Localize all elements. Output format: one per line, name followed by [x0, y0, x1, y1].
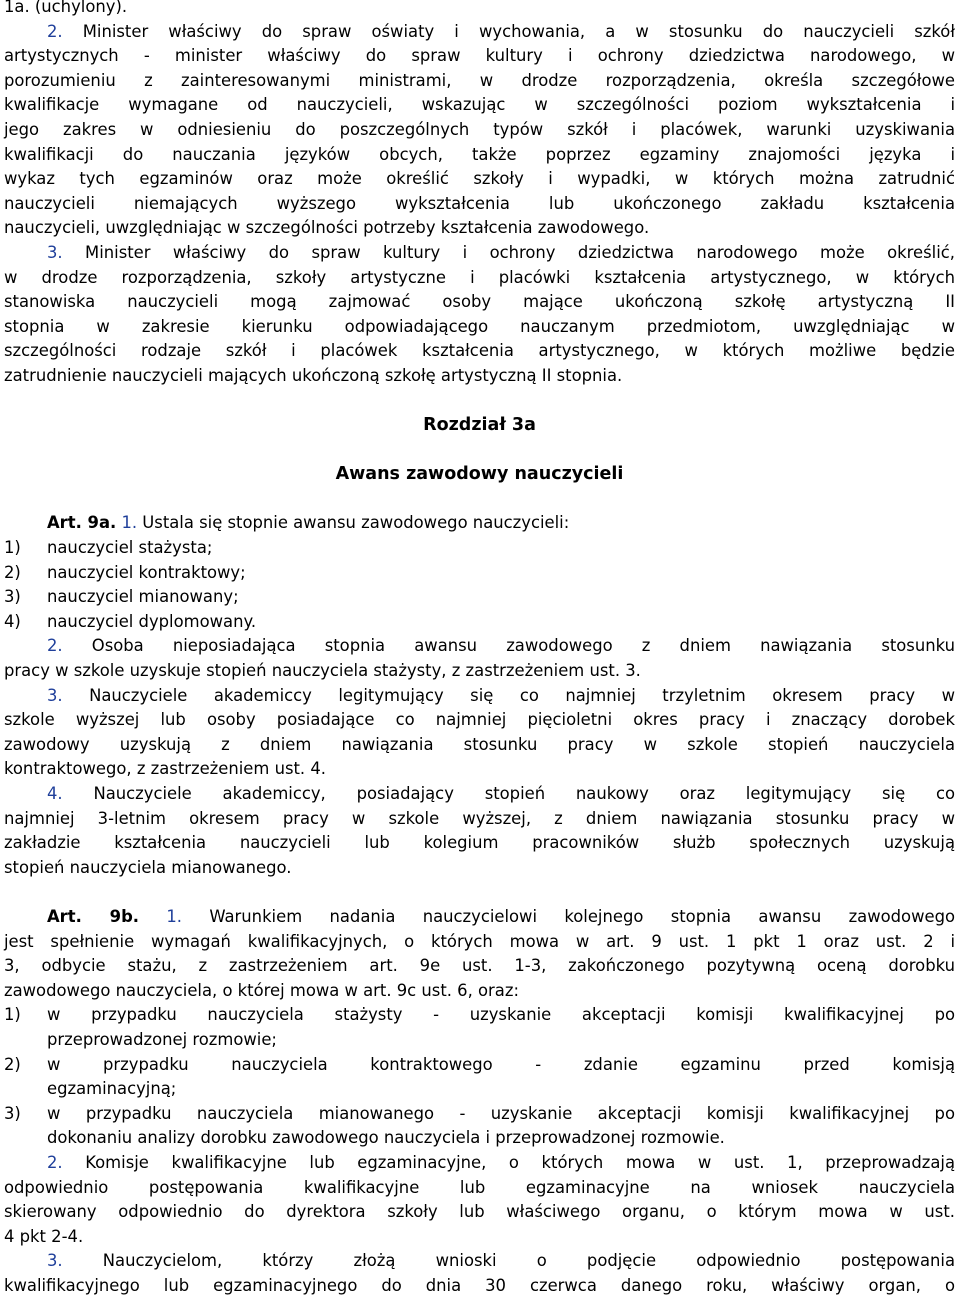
- paragraph-1a: 1a. (uchylony).: [4, 0, 128, 16]
- text-span: Nauczyciele akademiccy legitymujący się co najmniej trzyletnim okresem pracy w: [62, 685, 955, 705]
- list-text-continuation: dokonaniu analizy dorobku zawodowego nauczyciela i przeprowadzonej rozmowie.: [47, 1128, 725, 1148]
- list-item: [4, 1102, 955, 1127]
- list-text: nauczyciel stażysta;: [47, 538, 213, 558]
- text-line: szkole wyższej lub osoby posiadające co najmniej pięcioletni okres pracy i znaczący dorobek: [4, 710, 955, 730]
- text-line: nauczycieli niemających wyższego wykształcenia lub ukończonego zakładu kształcenia: [4, 193, 955, 213]
- article-label: Art. 9a.: [47, 513, 117, 533]
- text-line: kwalifikacyjnego lub egzaminacyjnego do dnia 30 czerwca danego roku, właściwy organ, o: [4, 1275, 955, 1295]
- paragraph-3-line: [4, 241, 955, 266]
- paragraph-line: [4, 782, 955, 807]
- text-line: stanowiska nauczycieli mogą zajmować osoby mające ukończoną szkołę artystyczną II: [4, 292, 955, 312]
- paragraph-number: 3.: [47, 242, 63, 262]
- text-line: w drodze rozporządzenia, szkoły artystyczne i placówki kształcenia artystycznego, w których: [4, 267, 955, 287]
- text-line: kontraktowego, z zastrzeżeniem ust. 4.: [4, 759, 326, 779]
- paragraph-number: 1.: [139, 906, 183, 926]
- text-line: porozumieniu z zainteresowanymi ministrami, w drodze rozporządzenia, określa szczegółowe: [4, 70, 955, 90]
- list-number: 2): [4, 1054, 21, 1074]
- text-span: Nauczyciele akademiccy, posiadający stopień naukowy oraz legitymujący się co: [62, 784, 955, 803]
- list-item: [4, 610, 955, 635]
- list-item: [4, 536, 955, 561]
- text-span: Minister właściwy do spraw oświaty i wychowania, a w stosunku do nauczycieli szkół: [62, 21, 955, 41]
- paragraph-line: [4, 684, 955, 709]
- list-number: 2): [4, 562, 21, 582]
- text-line: kwalifikacje wymagane od nauczycieli, wskazując w szczególności poziom wykształcenia i: [4, 95, 955, 115]
- text-span: Warunkiem nadania nauczycielowi kolejnego stopnia awansu zawodowego: [182, 906, 956, 926]
- list-text: w przypadku nauczyciela kontraktowego - zdanie egzaminu przed komisją: [47, 1054, 955, 1074]
- list-text: nauczyciel kontraktowy;: [47, 562, 246, 582]
- text-line: skierowany odpowiednio do dyrektora szkoły lub właściwego organu, o którym mowa w ust.: [4, 1202, 955, 1222]
- list-number: 4): [4, 611, 21, 631]
- list-number: 3): [4, 587, 21, 607]
- text-span: Ustala się stopnie awansu zawodowego nauczycieli:: [137, 513, 570, 533]
- text-span: Osoba nieposiadająca stopnia awansu zawodowego z dniem nawiązania stosunku: [62, 636, 955, 656]
- text-line: nauczycieli, uwzględniając w szczególności potrzeby kształcenia zawodowego.: [4, 218, 650, 238]
- paragraph-number: 2.: [47, 21, 63, 41]
- text-span: Minister właściwy do spraw kultury i ochrony dziedzictwa narodowego może określić,: [62, 242, 955, 262]
- list-text: nauczyciel dyplomowany.: [47, 611, 257, 631]
- list-text-continuation: przeprowadzonej rozmowie;: [47, 1029, 277, 1049]
- text-line: zakładzie kształcenia nauczycieli lub kolegium pracowników służb społecznych uzyskują: [4, 833, 955, 853]
- article-9b-heading: [4, 905, 955, 930]
- text-line: zawodowego nauczyciela, o której mowa w art. 9c ust. 6, oraz:: [4, 980, 519, 1000]
- list-text: nauczyciel mianowany;: [47, 587, 239, 607]
- text-line: artystycznych - minister właściwy do spraw kultury i ochrony dziedzictwa narodowego, w: [4, 46, 955, 66]
- list-text: w przypadku nauczyciela mianowanego - uzyskanie akceptacji komisji kwalifikacyjnej po: [47, 1103, 955, 1123]
- text-line: odpowiednio postępowania kwalifikacyjne lub egzaminacyjne na wniosek nauczyciela: [4, 1177, 955, 1197]
- article-9a-heading: [4, 511, 955, 536]
- text-line: kwalifikacji do nauczania języków obcych, także poprzez egzaminy znajomości języka i: [4, 144, 955, 164]
- text-line: zatrudnienie nauczycieli mających ukończoną szkołę artystyczną II stopnia.: [4, 365, 623, 385]
- text-line: najmniej 3-letnim okresem pracy w szkole wyższej, z dniem nawiązania stosunku pracy w: [4, 808, 955, 828]
- chapter-heading: Rozdział 3a: [423, 415, 536, 436]
- paragraph-line: [4, 1249, 955, 1274]
- paragraph-number: 4.: [47, 784, 63, 803]
- text-line: jest spełnienie wymagań kwalifikacyjnych, o których mowa w art. 9 ust. 1 pkt 1 oraz ust. 2 i: [4, 931, 955, 951]
- paragraph-line: [4, 634, 955, 659]
- text-line: 3, odbycie stażu, z zastrzeżeniem art. 9e ust. 1-3, zakończonego pozytywną oceną dorobku: [4, 956, 955, 976]
- list-number: 1): [4, 1005, 21, 1025]
- article-label: Art. 9b.: [47, 906, 140, 926]
- list-item: [4, 1053, 955, 1078]
- text-line: pracy w szkole uzyskuje stopień nauczyciela stażysty, z zastrzeżeniem ust. 3.: [4, 661, 641, 681]
- text-line: jego zakres w odniesieniu do poszczególnych typów szkół i placówek, warunki uzyskiwania: [4, 119, 955, 139]
- paragraph-number: 1.: [116, 513, 138, 533]
- list-item: [4, 1003, 955, 1028]
- text-span: Komisje kwalifikacyjne lub egzaminacyjne, o których mowa w ust. 1, przeprowadzają: [62, 1152, 955, 1172]
- list-text-continuation: egzaminacyjną;: [47, 1079, 177, 1099]
- paragraph-line: [4, 1151, 955, 1176]
- paragraph-number: 3.: [47, 685, 63, 705]
- text-line: szczególności rodzaje szkół i placówek kształcenia artystycznego, w których możliwe będzie: [4, 341, 955, 361]
- paragraph-number: 3.: [47, 1251, 63, 1271]
- paragraph-2-line: [4, 20, 955, 45]
- text-line: 4 pkt 2-4.: [4, 1226, 84, 1246]
- paragraph-number: 2.: [47, 636, 63, 656]
- text-line: stopień nauczyciela mianowanego.: [4, 857, 292, 877]
- list-text: w przypadku nauczyciela stażysty - uzyskanie akceptacji komisji kwalifikacyjnej po: [47, 1005, 955, 1025]
- list-item: [4, 585, 955, 610]
- text-line: zawodowy uzyskują z dniem nawiązania stosunku pracy w szkole stopień nauczyciela: [4, 734, 955, 754]
- text-span: Nauczycielom, którzy złożą wnioski o podjęcie odpowiednio postępowania: [62, 1251, 955, 1271]
- document-page: [4, 0, 955, 1298]
- list-number: 3): [4, 1103, 21, 1123]
- chapter-title: Awans zawodowy nauczycieli: [335, 464, 624, 485]
- text-line: wykaz tych egzaminów oraz może określić szkoły i wypadki, w których można zatrudnić: [4, 169, 955, 189]
- list-item: [4, 561, 955, 586]
- paragraph-number: 2.: [47, 1152, 63, 1172]
- list-number: 1): [4, 538, 21, 558]
- text-line: stopnia w zakresie kierunku odpowiadającego nauczanym przedmiotom, uwzględniając w: [4, 316, 955, 336]
